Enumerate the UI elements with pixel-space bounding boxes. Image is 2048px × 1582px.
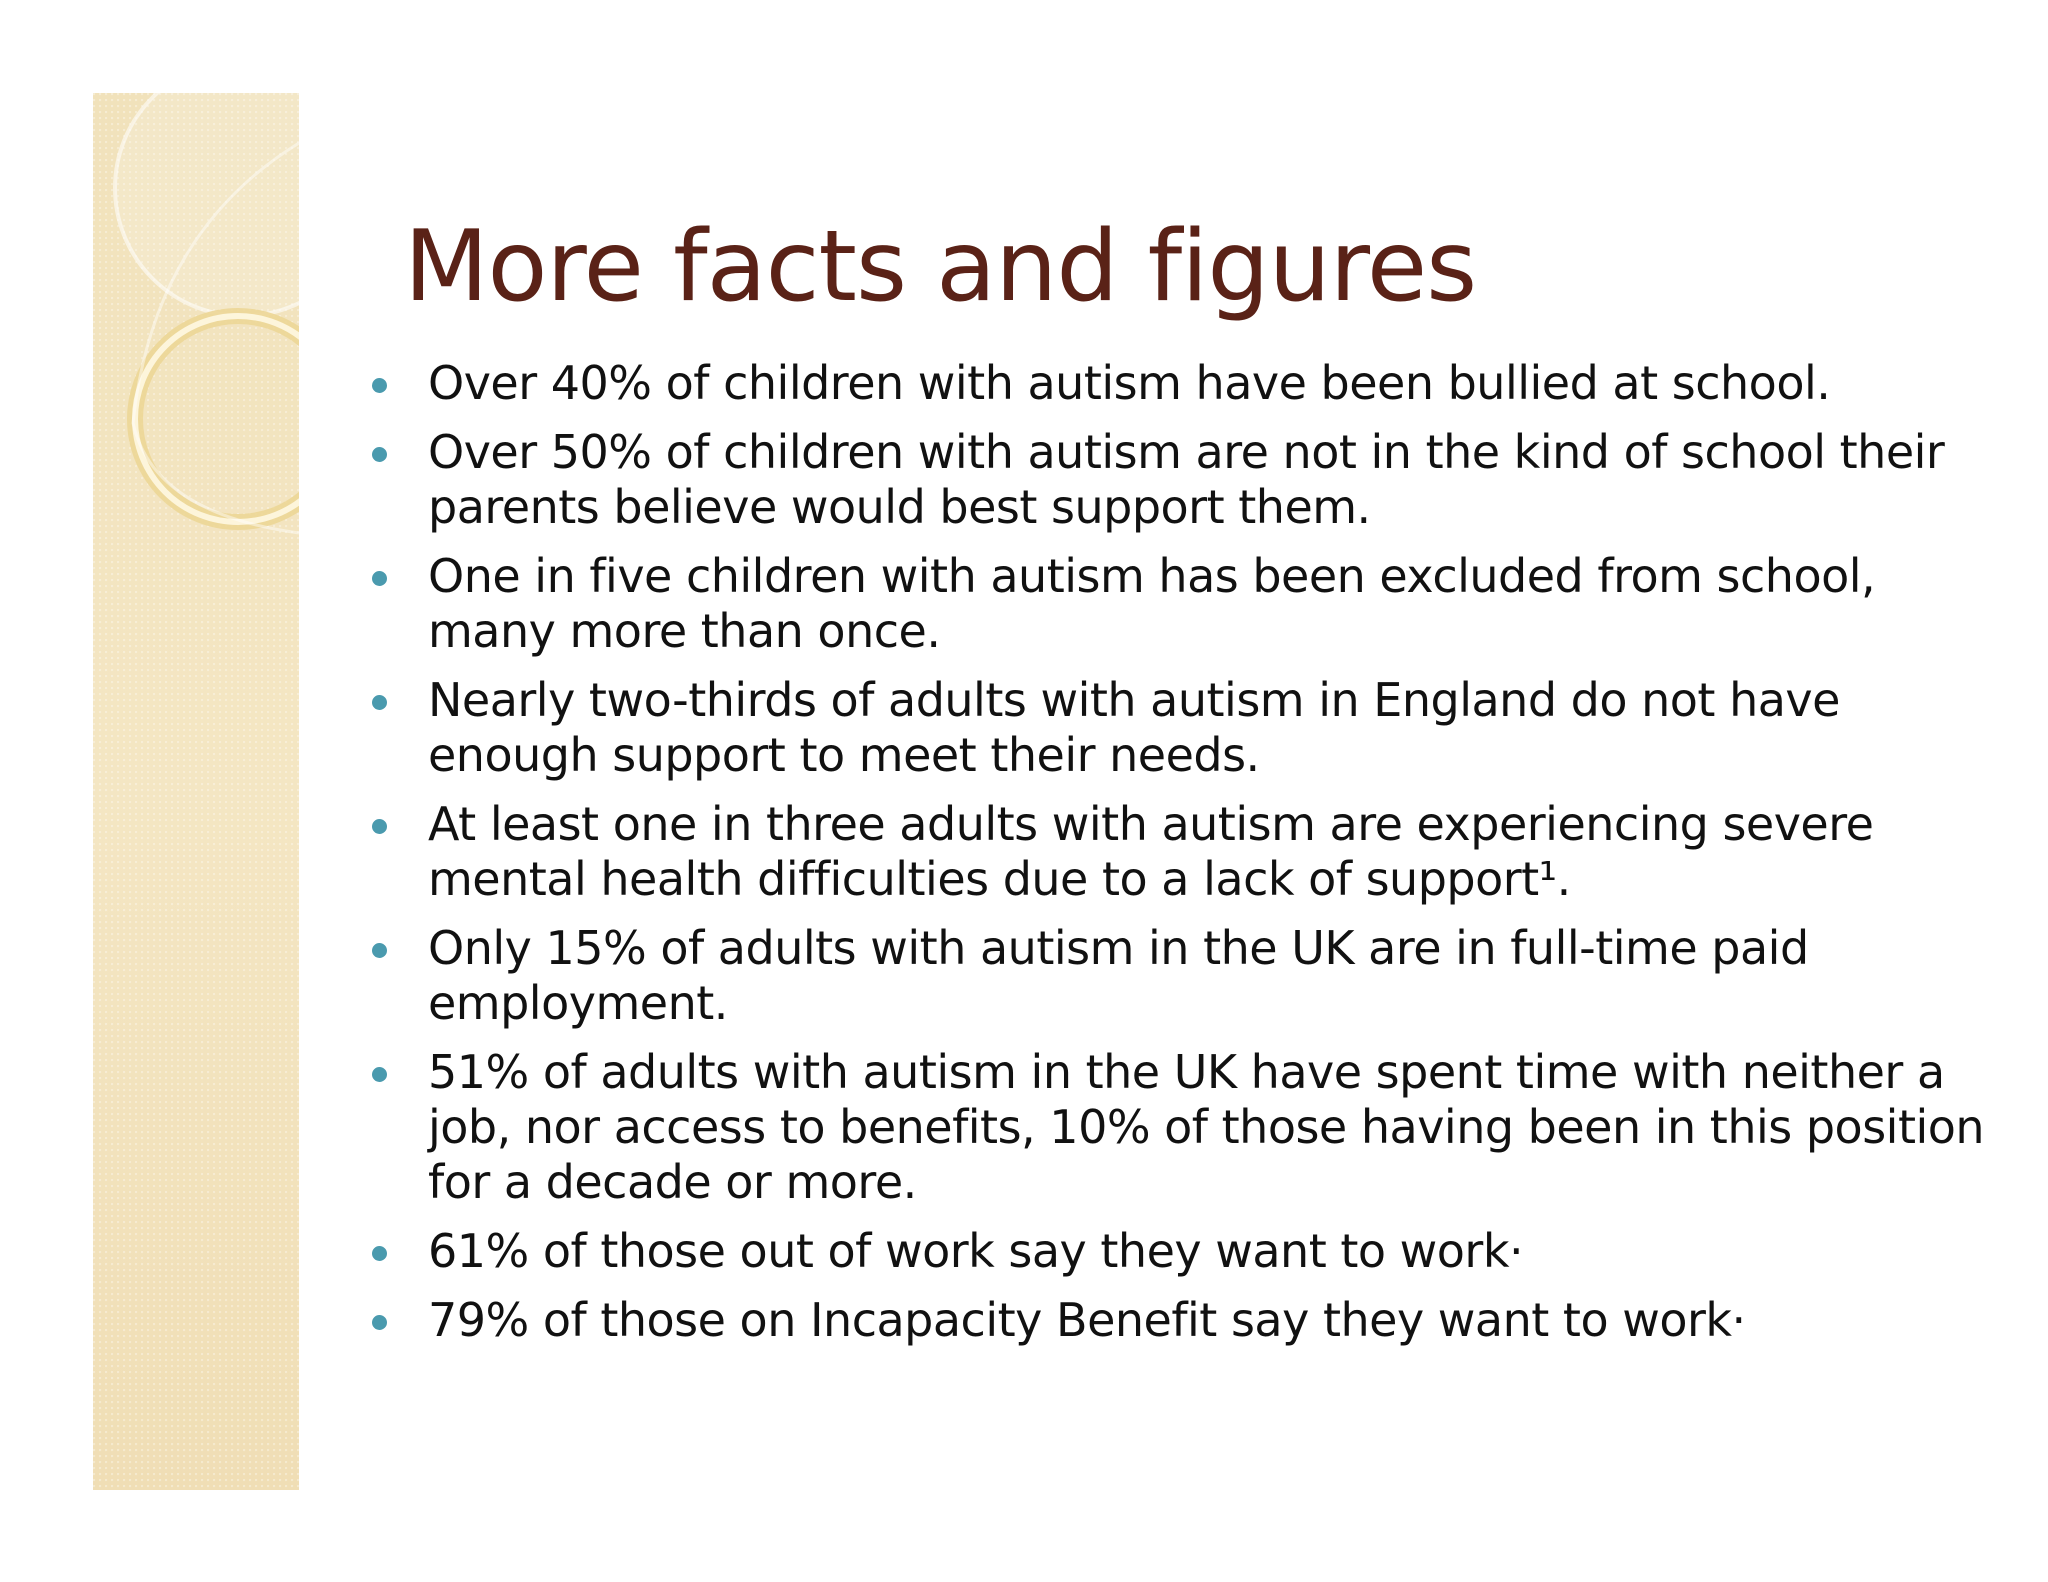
bullet-dot-icon — [372, 447, 387, 462]
list-item — [428, 1293, 1988, 1348]
list-item — [428, 921, 1988, 1031]
list-item — [428, 425, 1988, 535]
bullet-text: At least one in three adults with autism are experiencing severe mental health difficulties due to a lack of support¹. — [428, 797, 1874, 906]
list-item — [428, 673, 1988, 783]
bullet-dot-icon — [372, 695, 387, 710]
bullet-dot-icon — [372, 1246, 387, 1261]
bullet-dot-icon — [372, 943, 387, 958]
list-item — [428, 797, 1988, 907]
decorative-side-strip — [93, 93, 299, 1490]
decorative-circles-graphic — [93, 93, 299, 1490]
list-item — [428, 1045, 1988, 1210]
bullet-list — [428, 356, 1988, 1362]
slide-content — [300, 0, 2048, 1582]
bullet-dot-icon — [372, 819, 387, 834]
bullet-text: Over 50% of children with autism are not in the kind of school their parents believe would best support them. — [428, 425, 1945, 534]
bullet-dot-icon — [372, 378, 387, 393]
bullet-text: Only 15% of adults with autism in the UK are in full-time paid employment. — [428, 921, 1809, 1030]
bullet-dot-icon — [372, 1315, 387, 1330]
bullet-dot-icon — [372, 571, 387, 586]
bullet-dot-icon — [372, 1067, 387, 1082]
bullet-text: Over 40% of children with autism have been bullied at school. — [428, 356, 1831, 410]
bullet-text: 79% of those on Incapacity Benefit say they want to work· — [428, 1293, 1746, 1347]
bullet-text: One in five children with autism has been excluded from school, many more than once. — [428, 549, 1876, 658]
list-item — [428, 549, 1988, 659]
slide-title: More facts and figures — [404, 210, 1477, 324]
list-item — [428, 1224, 1988, 1279]
bullet-text: Nearly two-thirds of adults with autism in England do not have enough support to meet their needs. — [428, 673, 1840, 782]
bullet-text: 51% of adults with autism in the UK have spent time with neither a job, nor access to benefits, 10% of those having been in this position for a decade or more. — [428, 1045, 1985, 1209]
list-item — [428, 356, 1988, 411]
bullet-text: 61% of those out of work say they want to work· — [428, 1224, 1524, 1278]
